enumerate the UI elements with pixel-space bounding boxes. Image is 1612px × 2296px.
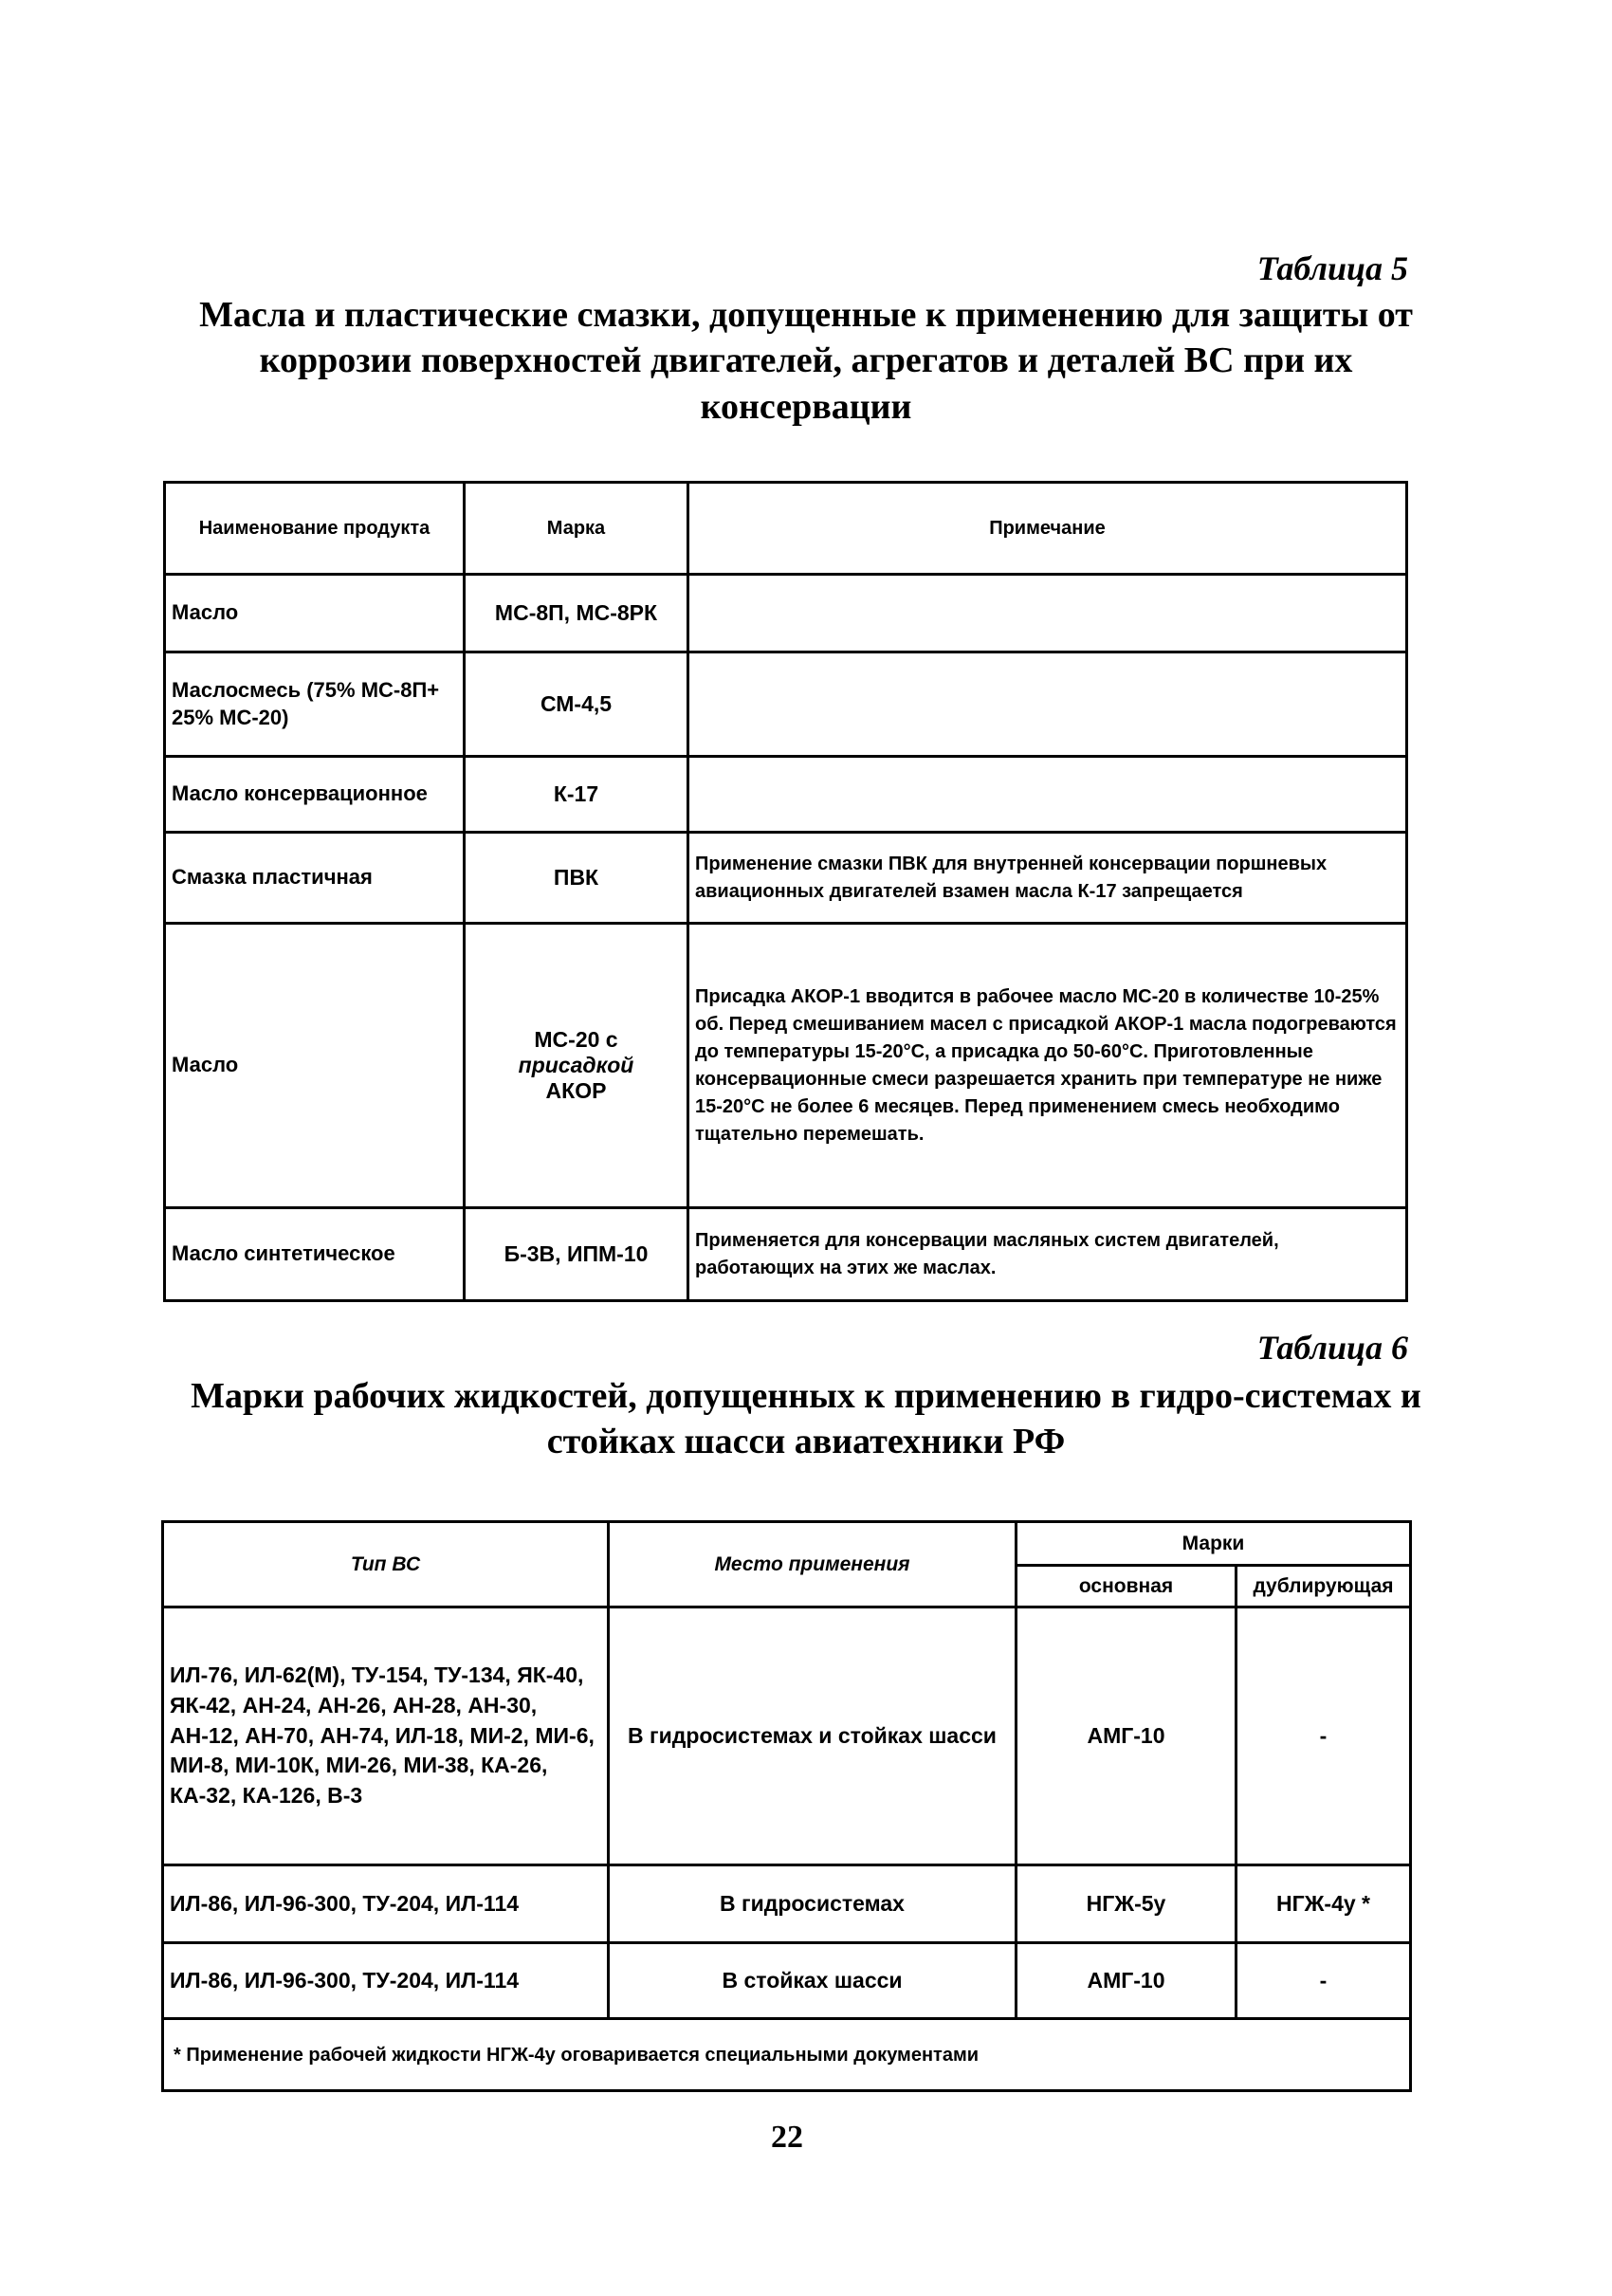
table-row [165, 833, 1407, 924]
table-row [165, 1208, 1407, 1301]
table6-header-main: основная [1017, 1566, 1236, 1607]
table5 [163, 481, 1408, 1302]
product-brand: ПВК [465, 833, 688, 924]
backup-brand: - [1236, 1607, 1411, 1865]
product-name: Смазка пластичная [165, 833, 465, 924]
table6-header-place: Место применения [609, 1522, 1017, 1607]
table-row [163, 1607, 1411, 1865]
product-brand-line: АКОР [545, 1078, 607, 1103]
table5-caption: Таблица 5 [1256, 249, 1408, 287]
application-place: В гидросистемах [609, 1865, 1017, 1943]
aircraft-types: ИЛ-76, ИЛ-62(М), ТУ-154, ТУ-134, ЯК-40, ЯК-42, АН-24, АН-26, АН-28, АН-30, АН-12, АН-70, АН-74, ИЛ-18, МИ-2, МИ-6, МИ-8, МИ-10К, МИ-26, МИ-38, КА-26, КА-32, КА-126, В-3 [163, 1607, 609, 1865]
table5-header-brand: Марка [465, 483, 688, 575]
product-note: Применение смазки ПВК для внутренней консервации поршневых авиационных двигателей взамен масла К-17 запрещается [688, 833, 1407, 924]
table6 [161, 1520, 1412, 2092]
page-number: 22 [771, 2120, 803, 2155]
main-brand: НГЖ-5у [1017, 1865, 1236, 1943]
product-brand: К-17 [465, 757, 688, 833]
table-row [165, 652, 1407, 757]
aircraft-types: ИЛ-86, ИЛ-96-300, ТУ-204, ИЛ-114 [163, 1943, 609, 2019]
main-brand: АМГ-10 [1017, 1607, 1236, 1865]
table6-footnote-row [163, 2019, 1411, 2091]
table-row [163, 1865, 1411, 1943]
product-name: Масло [165, 924, 465, 1208]
table6-title: Марки рабочих жидкостей, допущенных к применению в гидро-системах и стойках шасси авиатехники РФ [191, 1376, 1421, 1462]
product-name: Маслосмесь (75% МС-8П+ 25% МС-20) [165, 652, 465, 757]
main-brand: АМГ-10 [1017, 1943, 1236, 2019]
table5-title: Масла и пластические смазки, допущенные к применению для защиты от коррозии поверхностей двигателей, агрегатов и деталей ВС при их консервации [199, 295, 1413, 427]
table5-header-name: Наименование продукта [165, 483, 465, 575]
backup-brand: - [1236, 1943, 1411, 2019]
product-brand: СМ-4,5 [465, 652, 688, 757]
product-brand [465, 924, 688, 1208]
product-note [688, 575, 1407, 652]
application-place: В стойках шасси [609, 1943, 1017, 2019]
table6-header-brands: Марки [1017, 1522, 1411, 1566]
product-brand: МС-8П, МС-8РК [465, 575, 688, 652]
table6-header-row [163, 1522, 1411, 1566]
table6-header-type: Тип ВС [163, 1522, 609, 1607]
table-row [165, 757, 1407, 833]
table-row [165, 575, 1407, 652]
table-row [163, 1943, 1411, 2019]
product-note: Присадка АКОР-1 вводится в рабочее масло МС-20 в количестве 10-25% об. Перед смешиванием масел с присадкой АКОР-1 масла подогреваются до температуры 15-20°С, а присадка до 50-60°С. Приготовленные консервационные смеси разрешается хранить при температуре не ниже 15-20°С не более 6 месяцев. Перед применением смесь необходимо тщательно перемешать. [688, 924, 1407, 1208]
product-name: Масло [165, 575, 465, 652]
product-name: Масло консервационное [165, 757, 465, 833]
product-name: Масло синтетическое [165, 1208, 465, 1301]
product-brand: Б-3В, ИПМ-10 [465, 1208, 688, 1301]
application-place: В гидросистемах и стойках шасси [609, 1607, 1017, 1865]
aircraft-types: ИЛ-86, ИЛ-96-300, ТУ-204, ИЛ-114 [163, 1865, 609, 1943]
table6-caption: Таблица 6 [1256, 1329, 1408, 1367]
product-note [688, 757, 1407, 833]
product-note [688, 652, 1407, 757]
backup-brand: НГЖ-4у * [1236, 1865, 1411, 1943]
table5-header-row [165, 483, 1407, 575]
table-row [165, 924, 1407, 1208]
product-brand-line: МС-20 с [534, 1027, 618, 1052]
product-brand-line: присадкой [518, 1053, 634, 1077]
table6-footnote: * Применение рабочей жидкости НГЖ-4у оговаривается специальными документами [163, 2019, 1411, 2091]
product-note: Применяется для консервации масляных систем двигателей, работающих на этих же маслах. [688, 1208, 1407, 1301]
table5-header-note: Примечание [688, 483, 1407, 575]
table6-header-backup: дублирующая [1236, 1566, 1411, 1607]
